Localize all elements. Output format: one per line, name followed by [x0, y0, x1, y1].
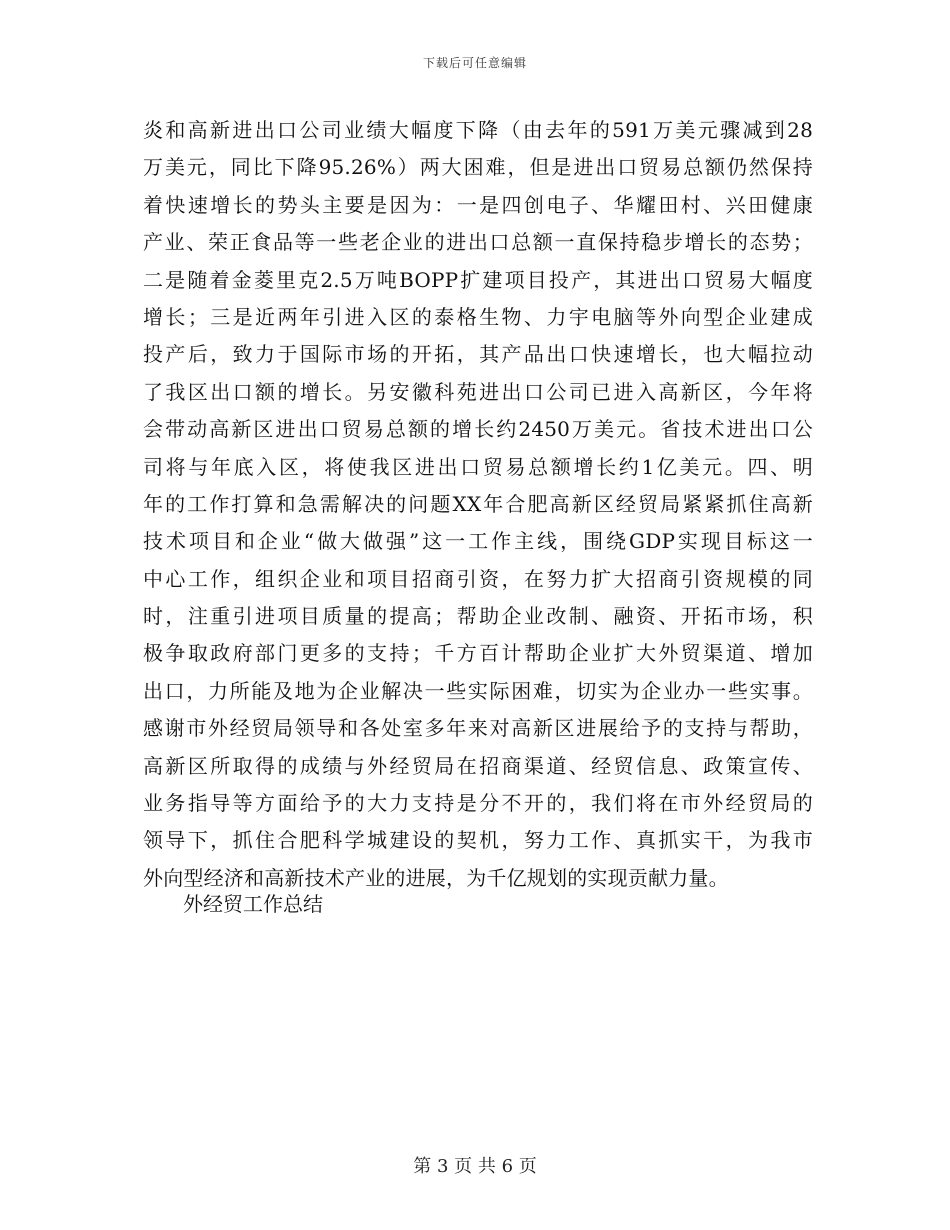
text-line: 感谢市外经贸局领导和各处室多年来对高新区进展给予的支持与帮助， — [143, 716, 813, 741]
text-line: 着快速增长的势头主要是因为：一是四创电子、华耀田村、兴田健康 — [143, 192, 813, 217]
text-line: 增长；三是近两年引进入区的泰格生物、力宇电脑等外向型企业建成 — [143, 304, 813, 329]
text-line: 二是随着金菱里克2.5万吨BOPP扩建项目投产，其进出口贸易大幅度 — [143, 267, 813, 292]
section-subheading: 外经贸工作总结 — [183, 892, 323, 916]
text-line: 投产后，致力于国际市场的开拓，其产品出口快速增长，也大幅拉动 — [143, 342, 813, 367]
text-line: 年的工作打算和急需解决的问题XX年合肥高新区经贸局紧紧抓住高新 — [143, 491, 813, 516]
text-line: 时，注重引进项目质量的提高；帮助企业改制、融资、开拓市场，积 — [143, 604, 813, 629]
text-line: 业务指导等方面给予的大力支持是分不开的，我们将在市外经贸局的 — [143, 791, 813, 816]
text-line: 高新区所取得的成绩与外经贸局在招商渠道、经贸信息、政策宣传、 — [143, 753, 813, 778]
text-line: 会带动高新区进出口贸易总额的增长约2450万美元。省技术进出口公 — [143, 417, 813, 442]
body-paragraph — [143, 112, 813, 897]
text-line: 外向型经济和高新技术产业的进展，为千亿规划的实现贡献力量。 — [143, 865, 729, 890]
text-line: 了我区出口额的增长。另安徽科苑进出口公司已进入高新区，今年将 — [143, 379, 813, 404]
text-line: 极争取政府部门更多的支持；千方百计帮助企业扩大外贸渠道、增加 — [143, 641, 813, 666]
text-line: 万美元，同比下降95.26%）两大困难，但是进出口贸易总额仍然保持 — [143, 155, 813, 180]
text-line: 司将与年底入区，将使我区进出口贸易总额增长约1亿美元。四、明 — [143, 454, 813, 479]
text-line: 出口，力所能及地为企业解决一些实际困难，切实为企业办一些实事。 — [143, 678, 813, 703]
text-line: 领导下，抓住合肥科学城建设的契机，努力工作、真抓实干，为我市 — [143, 828, 813, 853]
text-line: 中心工作，组织企业和项目招商引资，在努力扩大招商引资规模的同 — [143, 566, 813, 591]
page-header-note: 下载后可任意编辑 — [422, 56, 527, 70]
text-line: 炎和高新进出口公司业绩大幅度下降（由去年的591万美元骤减到28 — [143, 118, 813, 142]
text-line: 产业、荣正食品等一些老企业的进出口总额一直保持稳步增长的态势； — [143, 230, 813, 255]
page-number: 第 3 页 共 6 页 — [413, 1156, 537, 1177]
text-line: 技术项目和企业“做大做强”这一工作主线，围绕GDP实现目标这一 — [143, 529, 813, 554]
